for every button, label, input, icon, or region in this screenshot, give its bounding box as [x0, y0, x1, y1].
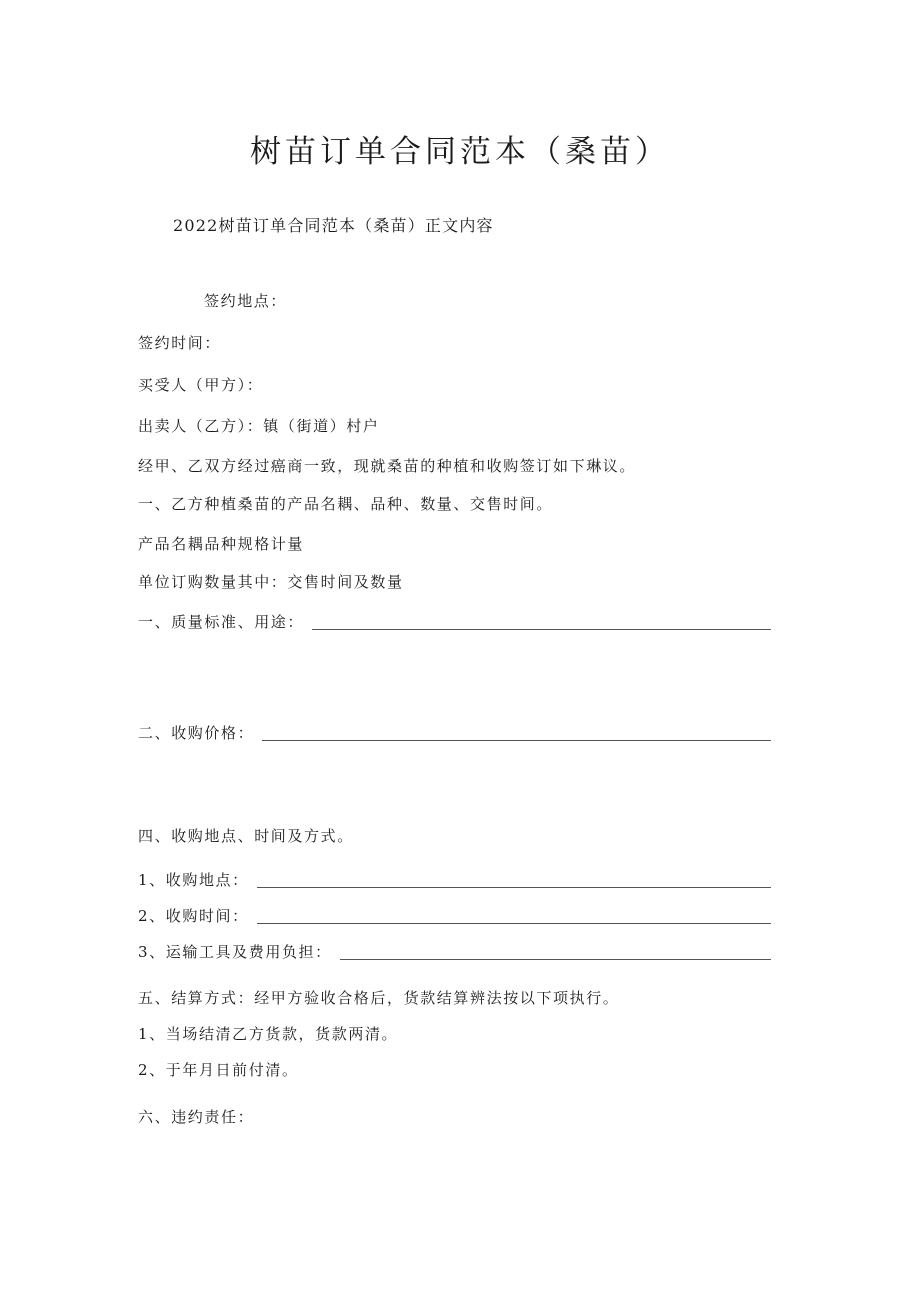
- purchase-time-label: 2、收购时间：: [138, 907, 249, 925]
- signing-place-field: 签约地点：: [204, 292, 288, 310]
- section-4-heading: 四、收购地点、时间及方式。: [138, 827, 354, 845]
- seller-field: 出卖人（乙方）：镇（街道）村户: [138, 417, 380, 435]
- section-6-heading: 六、违约责任：: [138, 1108, 255, 1126]
- settlement-option-2: 2、于年月日前付清。: [138, 1061, 299, 1079]
- table-header-line-2: 单位订购数量其中：交售时间及数量: [138, 573, 404, 591]
- transport-cost-label: 3、运输工具及费用负担：: [138, 943, 332, 961]
- signing-time-field: 签约时间：: [138, 334, 222, 352]
- purchase-price-blank[interactable]: [262, 739, 771, 741]
- purchase-place-row: [138, 868, 771, 890]
- section-5-heading: 五、结算方式：经甲方验收合格后，货款结算辨法按以下项执行。: [138, 989, 620, 1007]
- purchase-price-label: 二、收购价格：: [138, 724, 255, 742]
- purchase-place-blank[interactable]: [257, 886, 771, 888]
- buyer-field: 买受人（甲方）：: [138, 376, 264, 394]
- purchase-time-blank[interactable]: [257, 922, 771, 924]
- quality-standard-row: [138, 610, 771, 632]
- quality-standard-blank[interactable]: [312, 628, 771, 630]
- purchase-place-label: 1、收购地点：: [138, 871, 249, 889]
- quality-standard-label: 一、质量标准、用途：: [138, 613, 305, 631]
- preamble-paragraph: 经甲、乙双方经过癌商一致，现就桑苗的种植和收购签订如下琳议。: [138, 457, 637, 475]
- transport-cost-blank[interactable]: [340, 958, 771, 960]
- table-header-line-1: 产品名耦品种规格计量: [138, 535, 305, 553]
- purchase-price-row: [138, 721, 771, 743]
- document-subtitle: 2022树苗订单合同范本（桑苗）正文内容: [173, 216, 494, 235]
- purchase-time-row: [138, 904, 771, 926]
- section-1-heading: 一、乙方种植桑苗的产品名耦、品种、数量、交售时间。: [138, 495, 554, 513]
- transport-cost-row: [138, 940, 771, 962]
- settlement-option-1: 1、当场结清乙方货款，货款两清。: [138, 1025, 399, 1043]
- page-title: 树苗订单合同范本（桑苗）: [250, 134, 670, 170]
